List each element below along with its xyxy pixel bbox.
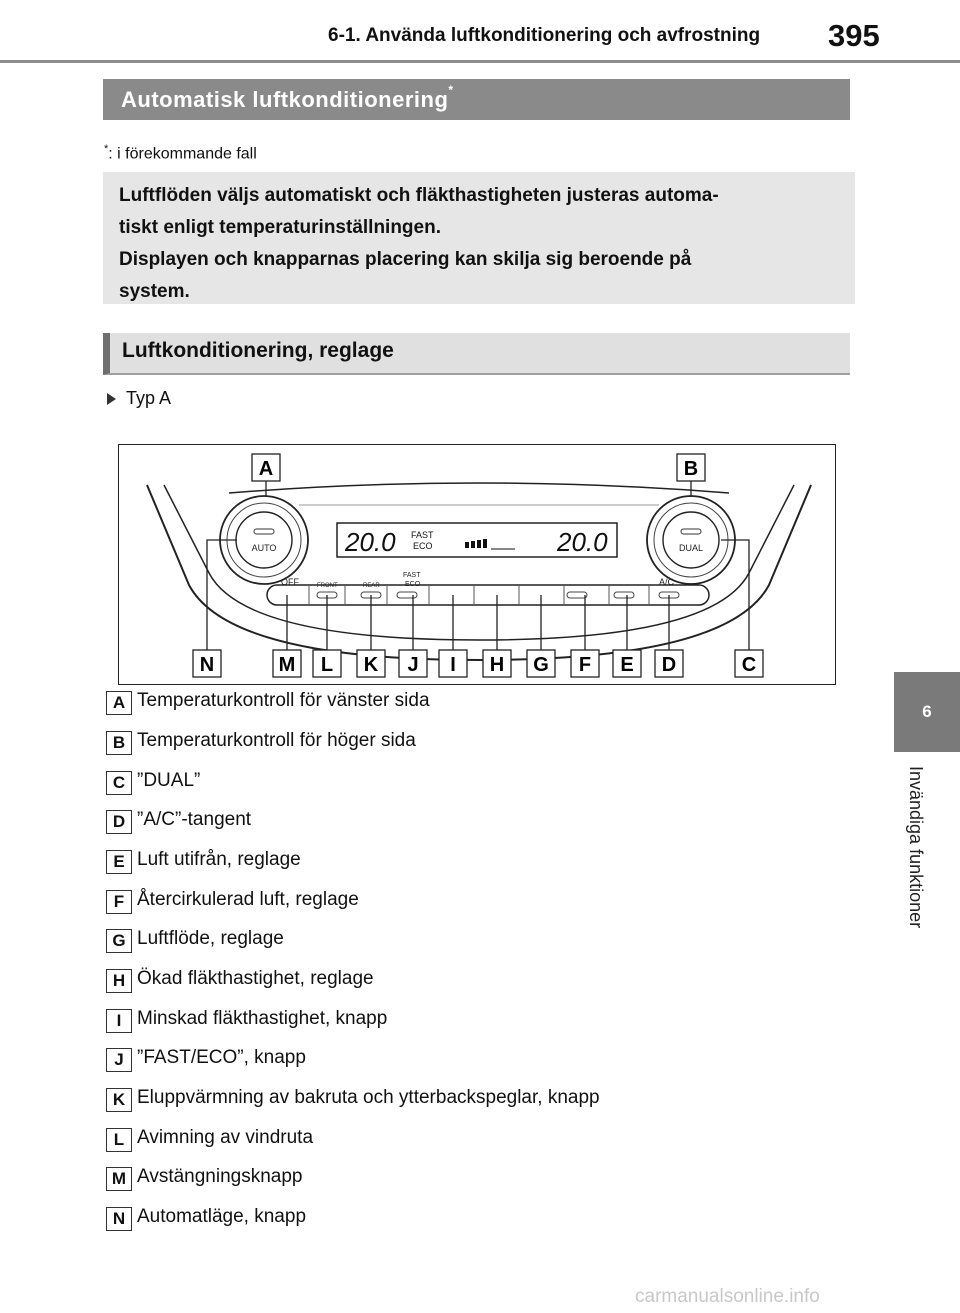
button-label-off: OFF xyxy=(281,577,299,587)
knob-label-dual: DUAL xyxy=(678,543,704,553)
footnote-text: : i förekommande fall xyxy=(108,145,257,163)
legend-letter: N xyxy=(106,1207,132,1231)
callout-j: J xyxy=(407,654,419,676)
callout-a: A xyxy=(258,458,274,480)
callout-k: K xyxy=(363,654,379,676)
control-panel-figure xyxy=(118,444,836,685)
legend-text: Avimning av vindruta xyxy=(137,1127,314,1148)
intro-line: Luftflöden väljs automatiskt och fläkthastigheten justeras automa- xyxy=(119,185,719,206)
callout-m: M xyxy=(278,654,296,676)
legend-letter: J xyxy=(106,1048,132,1072)
display-eco: ECO xyxy=(413,541,433,551)
banner-asterisk: * xyxy=(448,83,454,97)
page-number: 395 xyxy=(828,18,880,53)
legend-text: Minskad fläkthastighet, knapp xyxy=(137,1008,388,1029)
callout-c: C xyxy=(741,654,757,676)
display-fast: FAST xyxy=(411,530,434,540)
legend-text: Återcirkulerad luft, reglage xyxy=(137,889,359,910)
callout-n: N xyxy=(199,654,215,676)
display-temp-right: 20.0 xyxy=(557,527,608,557)
header-rule xyxy=(0,60,960,63)
callout-b: B xyxy=(683,458,699,480)
section-heading: Luftkonditionering, reglage xyxy=(103,333,850,375)
button-label-rear: REAR xyxy=(363,583,380,589)
callout-l: L xyxy=(320,654,334,676)
footnote-mark: * xyxy=(104,143,109,155)
legend-letter: G xyxy=(106,929,132,953)
legend-text: Eluppvärmning av bakruta och ytterbackspeglar, knapp xyxy=(137,1087,600,1108)
watermark: carmanualsonline.info xyxy=(635,1286,820,1307)
legend-text: Temperaturkontroll för vänster sida xyxy=(137,690,430,711)
legend-letter: D xyxy=(106,810,132,834)
control-panel-illustration xyxy=(119,445,837,686)
legend-text: Ökad fläkthastighet, reglage xyxy=(137,968,374,989)
button-label-front: FRONT xyxy=(317,583,338,589)
legend-letter: H xyxy=(106,969,132,993)
button-label-eco: ECO xyxy=(405,581,421,588)
legend-letter: M xyxy=(106,1167,132,1191)
intro-line: system. xyxy=(119,281,190,302)
legend-text: Luftflöde, reglage xyxy=(137,928,284,949)
triangle-bullet-icon xyxy=(107,393,116,405)
type-label-text: Typ A xyxy=(126,388,172,408)
chapter-label: Invändiga funktioner xyxy=(906,766,926,929)
legend-text: ”DUAL” xyxy=(137,770,201,791)
legend-text: Luft utifrån, reglage xyxy=(137,849,301,870)
type-label xyxy=(107,388,171,409)
legend-letter: B xyxy=(106,731,132,755)
button-label-ac: A/C xyxy=(659,577,675,587)
legend-letter: E xyxy=(106,850,132,874)
legend-letter: I xyxy=(106,1009,132,1033)
callout-g: G xyxy=(533,654,549,676)
callout-i: I xyxy=(450,654,456,676)
legend-text: Temperaturkontroll för höger sida xyxy=(137,730,416,751)
callout-d: D xyxy=(661,654,677,676)
knob-label-auto: AUTO xyxy=(251,543,277,553)
legend-text: ”A/C”-tangent xyxy=(137,809,252,830)
legend-letter: C xyxy=(106,771,132,795)
chapter-tab: 6 xyxy=(894,672,960,752)
footnote xyxy=(104,143,257,163)
intro-line: Displayen och knapparnas placering kan skilja sig beroende på xyxy=(119,249,692,270)
button-label-fast: FAST xyxy=(403,572,421,579)
legend-text: Automatläge, knapp xyxy=(137,1206,307,1227)
intro-line: tiskt enligt temperaturinställningen. xyxy=(119,217,441,238)
display-temp-left: 20.0 xyxy=(345,527,396,557)
callout-h: H xyxy=(489,654,505,676)
legend-letter: K xyxy=(106,1088,132,1112)
banner-title xyxy=(103,79,850,120)
callout-f: F xyxy=(578,654,592,676)
callout-e: E xyxy=(620,654,634,676)
legend-letter: F xyxy=(106,890,132,914)
intro-box xyxy=(103,172,855,304)
legend-letter: A xyxy=(106,691,132,715)
banner-title-text: Automatisk luftkonditionering xyxy=(121,87,449,112)
legend-text: Avstängningsknapp xyxy=(137,1166,303,1187)
legend-text: ”FAST/ECO”, knapp xyxy=(137,1047,306,1068)
legend-letter: L xyxy=(106,1128,132,1152)
section-title: 6-1. Använda luftkonditionering och avfrostning xyxy=(328,25,761,46)
